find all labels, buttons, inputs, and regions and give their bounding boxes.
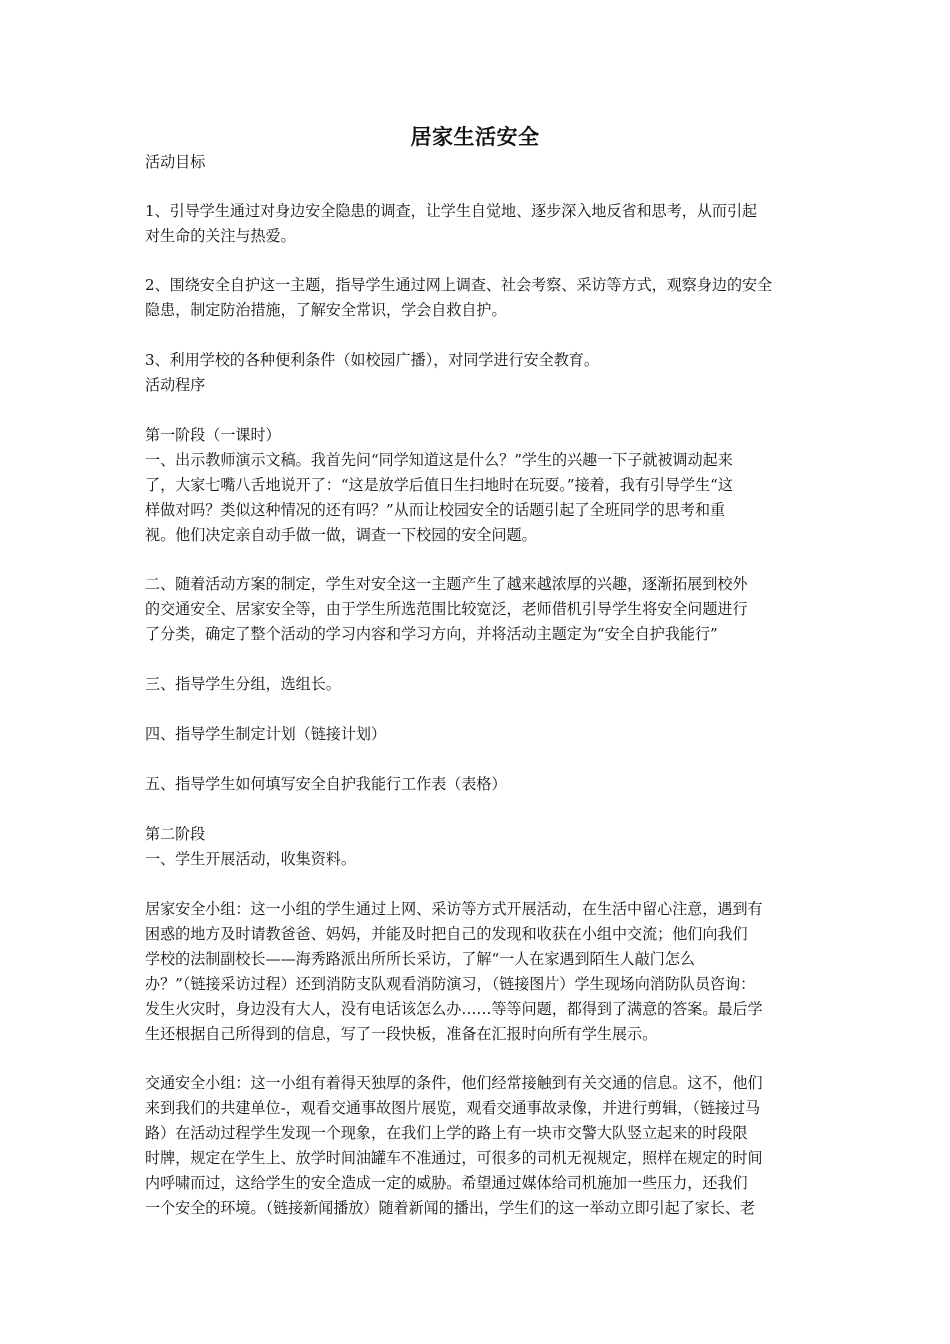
text-line: 1、引导学生通过对身边安全隐患的调查，让学生自觉地、逐步深入地反省和思考，从而引起 bbox=[145, 202, 758, 220]
stage-heading-1: 第一阶段（一课时） bbox=[145, 426, 281, 444]
text-line: 3、利用学校的各种便利条件（如校园广播），对同学进行安全教育。 bbox=[145, 351, 599, 369]
text-line: 了，大家七嘴八舌地说开了：“这是放学后值日生扫地时在玩耍。”接着，我有引导学生“这 bbox=[145, 476, 733, 494]
text-line: 一、学生开展活动，收集资料。 bbox=[145, 850, 356, 868]
text-line: 发生火灾时，身边没有大人，没有电话该怎么办……等等问题，都得到了满意的答案。最后学 bbox=[145, 1000, 763, 1018]
text-line: 的交通安全、居家安全等，由于学生所选范围比较宽泛，老师借机引导学生将安全问题进行 bbox=[145, 600, 748, 618]
text-line: 一、出示教师演示文稿。我首先问“同学知道这是什么？”学生的兴趣一下子就被调动起来 bbox=[145, 451, 733, 469]
text-line: 一个安全的环境。（链接新闻播放）随着新闻的播出，学生们的这一举动立即引起了家长、老 bbox=[145, 1199, 756, 1217]
document-title: 居家生活安全 bbox=[410, 124, 540, 149]
text-line: 生还根据自己所得到的信息，写了一段快板，准备在汇报时向所有学生展示。 bbox=[145, 1025, 658, 1043]
text-line: 学校的法制副校长——海秀路派出所所长采访，了解“一人在家遇到陌生人敲门怎么 bbox=[145, 950, 695, 968]
text-line: 路）在活动过程学生发现一个现象，在我们上学的路上有一块市交警大队竖立起来的时段限 bbox=[145, 1124, 748, 1142]
text-line: 隐患，制定防治措施，了解安全常识，学会自救自护。 bbox=[145, 301, 507, 319]
section-heading-procedure: 活动程序 bbox=[145, 376, 206, 394]
text-line: 五、指导学生如何填写安全自护我能行工作表（表格） bbox=[145, 775, 507, 793]
text-line: 交通安全小组：这一小组有着得天独厚的条件，他们经常接触到有关交通的信息。这不，他们 bbox=[145, 1074, 763, 1092]
text-line: 来到我们的共建单位-，观看交通事故图片展览，观看交通事故录像，并进行剪辑，（链接过马 bbox=[145, 1099, 761, 1117]
section-heading-goals: 活动目标 bbox=[145, 153, 206, 171]
stage-heading-2: 第二阶段 bbox=[145, 825, 206, 843]
text-line: 内呼啸而过，这给学生的安全造成一定的威胁。希望通过媒体给司机施加一些压力，还我们 bbox=[145, 1174, 748, 1192]
text-line: 办？”（链接采访过程）还到消防支队观看消防演习，（链接图片）学生现场向消防队员咨询： bbox=[145, 975, 756, 993]
text-line: 样做对吗？类似这种情况的还有吗？”从而让校园安全的话题引起了全班同学的思考和重 bbox=[145, 501, 726, 519]
text-line: 三、指导学生分组，选组长。 bbox=[145, 675, 341, 693]
text-line: 四、指导学生制定计划（链接计划） bbox=[145, 725, 387, 743]
text-line: 视。他们决定亲自动手做一做，调查一下校园的安全问题。 bbox=[145, 526, 537, 544]
text-line: 时牌，规定在学生上、放学时间油罐车不准通过，可很多的司机无视规定，照样在规定的时间 bbox=[145, 1149, 763, 1167]
text-line: 了分类，确定了整个活动的学习内容和学习方向，并将活动主题定为“安全自护我能行” bbox=[145, 625, 718, 643]
text-line: 2、围绕安全自护这一主题，指导学生通过网上调查、社会考察、采访等方式，观察身边的安全 bbox=[145, 276, 773, 294]
text-line: 居家安全小组：这一小组的学生通过上网、采访等方式开展活动，在生活中留心注意，遇到有 bbox=[145, 900, 763, 918]
text-line: 困惑的地方及时请教爸爸、妈妈，并能及时把自己的发现和收获在小组中交流；他们向我们 bbox=[145, 925, 748, 943]
text-line: 对生命的关注与热爱。 bbox=[145, 227, 296, 245]
text-line: 二、随着活动方案的制定，学生对安全这一主题产生了越来越浓厚的兴趣，逐渐拓展到校外 bbox=[145, 575, 748, 593]
